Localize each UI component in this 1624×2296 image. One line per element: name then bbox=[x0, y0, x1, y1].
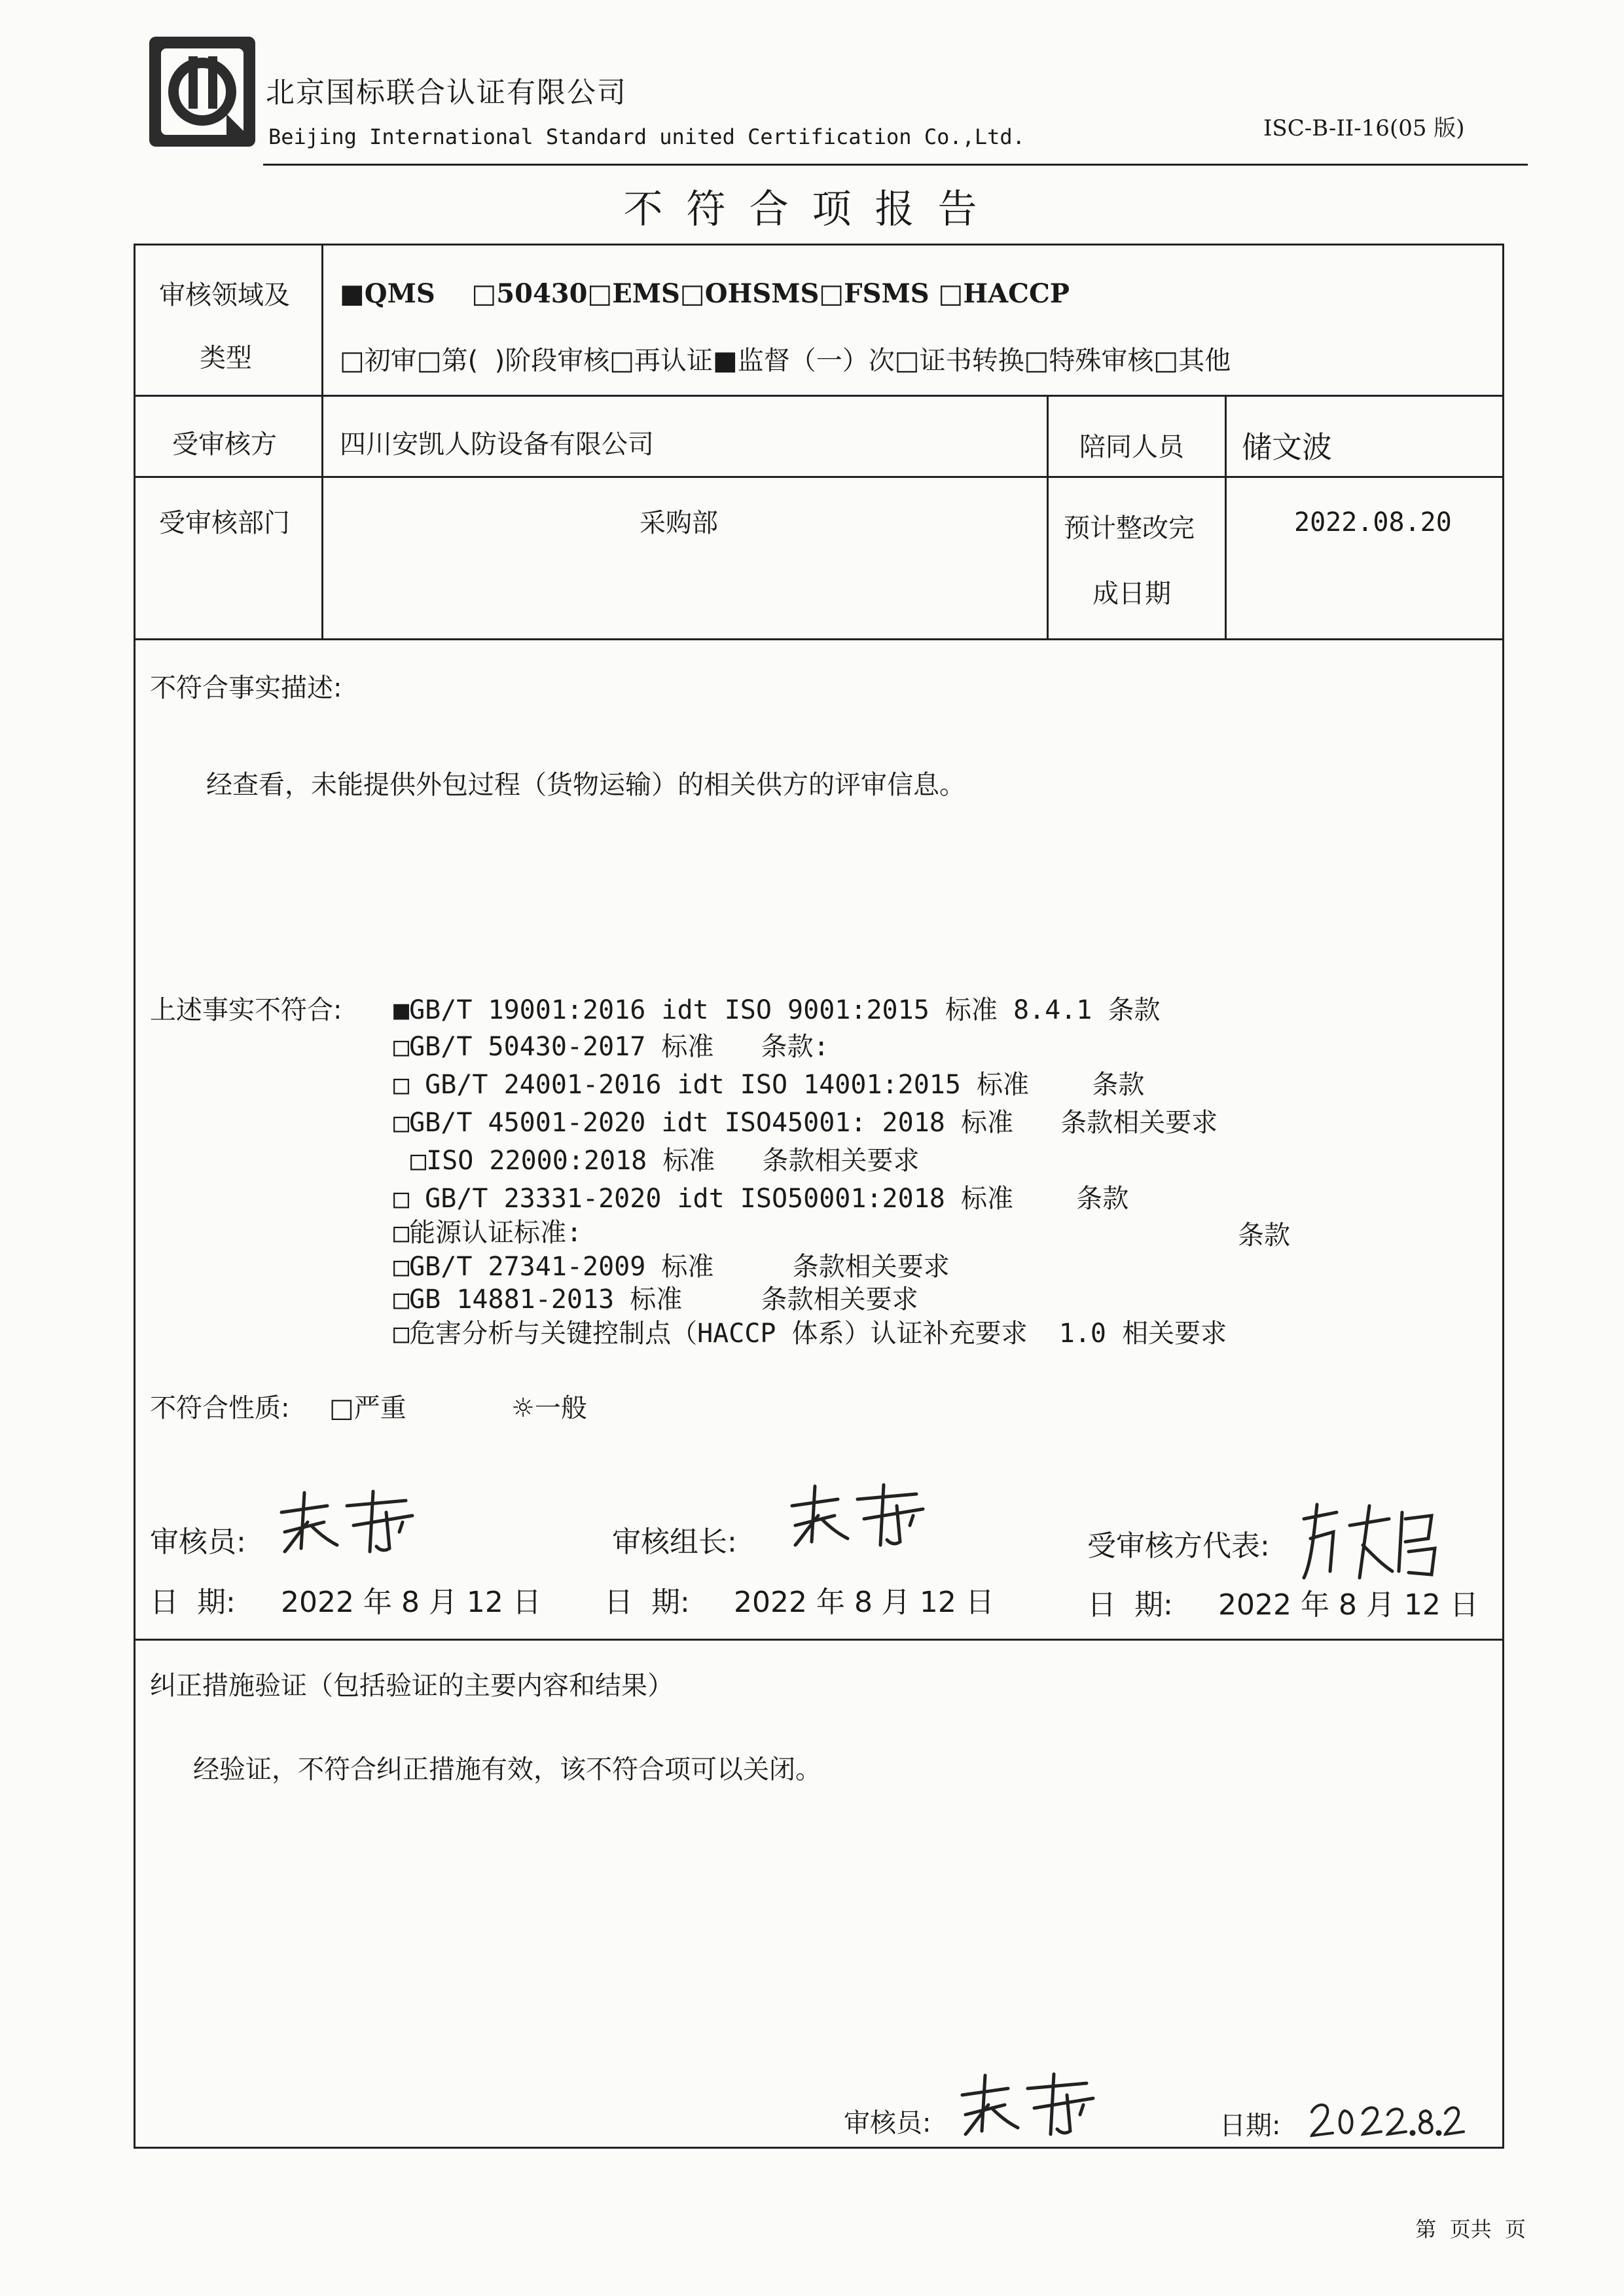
auditor-signature bbox=[275, 1486, 419, 1558]
company-name-cn: 北京国标联合认证有限公司 bbox=[266, 76, 627, 109]
clause-label: 上述事实不符合: bbox=[150, 995, 342, 1025]
leader-date: 2022 年 8 月 12 日 bbox=[734, 1586, 994, 1619]
row-divider bbox=[135, 638, 1502, 640]
escort-value: 储文波 bbox=[1242, 429, 1332, 465]
auditor-date-label: 日 期: bbox=[150, 1586, 236, 1619]
auditee-representative-signature bbox=[1297, 1499, 1441, 1584]
auditee-value: 四川安凯人防设备有限公司 bbox=[340, 429, 654, 460]
due-date-label-2: 成日期 bbox=[1092, 579, 1171, 609]
due-date-label: 预计整改完 bbox=[1064, 513, 1195, 543]
audit-types: □初审□第( )阶段审核□再认证■监督（一）次□证书转换□特殊审核□其他 bbox=[340, 346, 1231, 376]
standard-item: □GB 14881-2013 标准 条款相关要求 bbox=[393, 1285, 918, 1315]
verification-auditor-label: 审核员: bbox=[844, 2108, 931, 2138]
column-divider bbox=[1047, 395, 1049, 640]
standard-item: □GB/T 45001-2020 idt ISO45001: 2018 标准 条款相关要求 bbox=[393, 1108, 1218, 1138]
auditor-date: 2022 年 8 月 12 日 bbox=[281, 1586, 541, 1619]
nature-general-checkbox: ☼一般 bbox=[511, 1393, 587, 1423]
standard-item: □ GB/T 23331-2020 idt ISO50001:2018 标准 条款 bbox=[393, 1184, 1129, 1214]
energy-clause: 条款 bbox=[1238, 1220, 1290, 1250]
verification-date-handwritten bbox=[1307, 2092, 1470, 2145]
document-title: 不符合项报告 bbox=[623, 187, 1001, 232]
verification-text: 经验证，不符合纠正措施有效，该不符合项可以关闭。 bbox=[193, 1755, 821, 1785]
auditee-date: 2022 年 8 月 12 日 bbox=[1218, 1588, 1479, 1622]
verification-label: 纠正措施验证（包括验证的主要内容和结果） bbox=[150, 1671, 674, 1701]
management-systems: ■QMS □50430□EMS□OHSMS□FSMS □HACCP bbox=[340, 278, 1070, 309]
audit-scope-label-2: 类型 bbox=[200, 343, 252, 373]
standard-item: □ GB/T 24001-2016 idt ISO 14001:2015 标准 条款 bbox=[393, 1070, 1145, 1100]
nature-label: 不符合性质: bbox=[150, 1393, 290, 1423]
form-code: ISC-B-II-16(05 版) bbox=[1263, 115, 1465, 141]
auditor-label: 审核员: bbox=[150, 1525, 246, 1559]
escort-label: 陪同人员 bbox=[1079, 432, 1184, 462]
report-form bbox=[134, 244, 1504, 2149]
company-logo-icon bbox=[149, 37, 255, 147]
verification-date-label: 日期: bbox=[1219, 2111, 1281, 2141]
standard-item: □GB/T 27341-2009 标准 条款相关要求 bbox=[393, 1252, 950, 1282]
column-divider bbox=[1225, 395, 1227, 640]
nonconformity-description: 经查看，未能提供外包过程（货物运输）的相关供方的评审信息。 bbox=[206, 770, 965, 800]
row-divider bbox=[135, 395, 1502, 397]
nonconformity-description-label: 不符合事实描述: bbox=[150, 673, 342, 703]
row-divider bbox=[135, 476, 1502, 478]
column-divider bbox=[321, 246, 323, 640]
leader-signature bbox=[785, 1480, 929, 1552]
company-name-en: Beijing International Standard united Certification Co.,Ltd. bbox=[268, 124, 1025, 149]
standard-item: □能源认证标准: bbox=[393, 1218, 583, 1248]
header-divider bbox=[263, 164, 1528, 166]
nature-serious-checkbox: □严重 bbox=[329, 1393, 406, 1423]
standard-item: □ISO 22000:2018 标准 条款相关要求 bbox=[410, 1146, 920, 1176]
due-date-value: 2022.08.20 bbox=[1294, 507, 1452, 538]
leader-label: 审核组长: bbox=[612, 1525, 737, 1559]
leader-date-label: 日 期: bbox=[604, 1586, 690, 1619]
auditee-representative-label: 受审核方代表: bbox=[1087, 1529, 1270, 1563]
auditee-label: 受审核方 bbox=[172, 429, 277, 460]
standard-item: □GB/T 50430-2017 标准 条款: bbox=[393, 1032, 829, 1062]
standard-item: □危害分析与关键控制点（HACCP 体系）认证补充要求 1.0 相关要求 bbox=[393, 1319, 1227, 1349]
department-value: 采购部 bbox=[640, 508, 718, 538]
audit-scope-label: 审核领域及 bbox=[159, 280, 290, 310]
auditee-date-label: 日 期: bbox=[1087, 1588, 1173, 1622]
standard-item: ■GB/T 19001:2016 idt ISO 9001:2015 标准 8.4.1 条款 bbox=[393, 995, 1161, 1025]
department-label: 受审核部门 bbox=[159, 508, 290, 538]
row-divider bbox=[135, 1639, 1502, 1641]
page-number: 第 页共 页 bbox=[1415, 2217, 1526, 2242]
verification-auditor-signature bbox=[956, 2069, 1100, 2141]
